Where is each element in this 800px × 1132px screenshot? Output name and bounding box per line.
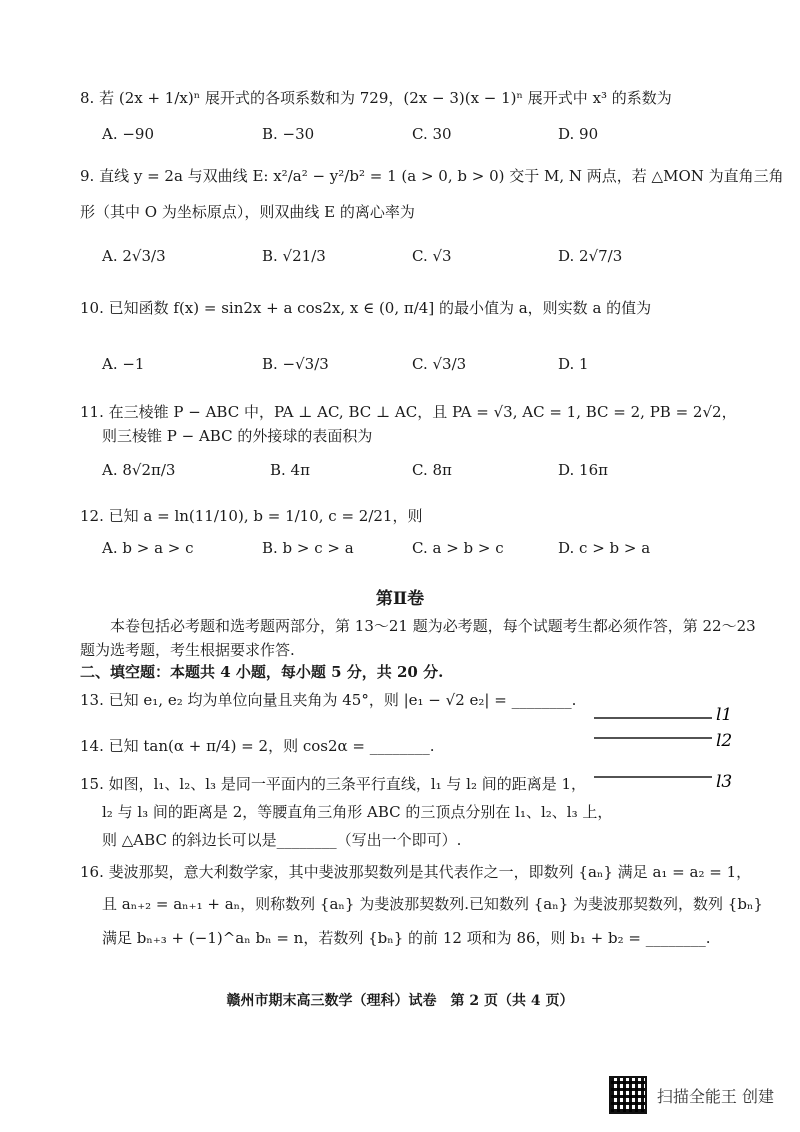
q10-stem: 10. 已知函数 f(x) = sin2x + a cos2x, x ∈ (0, π/4] 的最小值为 a，则实数 a 的值为: [80, 299, 652, 317]
q10-option-b: B. −√3/3: [262, 355, 329, 373]
q12-option-c: C. a > b > c: [412, 539, 504, 557]
q10-option-a: A. −1: [102, 355, 145, 373]
q9-option-b: B. √21/3: [262, 247, 326, 265]
q8-option-b: B. −30: [262, 125, 315, 143]
q11-stem-line2: 则三棱锥 P − ABC 的外接球的表面积为: [102, 427, 373, 445]
qr-code-icon: [609, 1076, 647, 1114]
watermark-text: 扫描全能王 创建: [656, 1086, 774, 1106]
q15-stem-line3: 则 △ABC 的斜边长可以是________（写出一个即可）.: [102, 831, 462, 849]
q9-stem-line2: 形（其中 O 为坐标原点），则双曲线 E 的离心率为: [80, 203, 415, 221]
q15-stem-line1: 15. 如图，l₁、l₂、l₃ 是同一平面内的三条平行直线，l₁ 与 l₂ 间的距离是 1，: [80, 775, 587, 793]
q14-stem: 14. 已知 tan(α + π/4) = 2，则 cos2α = ________.: [80, 737, 435, 755]
section-intro-line1: 本卷包括必考题和选考题两部分，第 13～21 题为必考题，每个试题考生都必须作答，第 22～23: [110, 617, 756, 635]
q16-stem-line3: 满足 bₙ₊₃ + (−1)^aₙ bₙ = n，若数列 {bₙ} 的前 12 项和为 86，则 b₁ + b₂ = ________.: [102, 929, 711, 947]
q9-option-c: C. √3: [412, 247, 452, 265]
label-l3: l3: [716, 772, 733, 792]
q12-option-d: D. c > b > a: [558, 539, 651, 557]
q15-stem-line2: l₂ 与 l₃ 间的距离是 2，等腰直角三角形 ABC 的三顶点分别在 l₁、l₂、l₃ 上，: [102, 803, 613, 821]
label-l1: l1: [716, 705, 733, 725]
q16-stem-line1: 16. 斐波那契，意大利数学家，其中斐波那契数列是其代表作之一，即数列 {aₙ} 满足 a₁ = a₂ = 1，: [80, 863, 752, 881]
q8-stem: 8. 若 (2x + 1/x)ⁿ 展开式的各项系数和为 729，(2x − 3)(x − 1)ⁿ 展开式中 x³ 的系数为: [80, 89, 672, 107]
section-title: 第Ⅱ卷: [375, 589, 425, 609]
q10-option-c: C. √3/3: [412, 355, 467, 373]
q8-option-a: A. −90: [102, 125, 155, 143]
section-intro-line2: 题为选考题，考生根据要求作答.: [80, 641, 295, 659]
q12-option-b: B. b > c > a: [262, 539, 354, 557]
q9-option-d: D. 2√7/3: [558, 247, 623, 265]
q11-option-a: A. 8√2π/3: [102, 461, 176, 479]
fill-blank-heading: 二、填空题：本题共 4 小题，每小题 5 分，共 20 分.: [80, 663, 444, 681]
q11-option-d: D. 16π: [558, 461, 608, 479]
label-l2: l2: [716, 731, 733, 751]
q16-stem-line2: 且 aₙ₊₂ = aₙ₊₁ + aₙ，则称数列 {aₙ} 为斐波那契数列.已知数列 {aₙ} 为斐波那契数列，数列 {bₙ}: [102, 895, 763, 913]
q12-stem: 12. 已知 a = ln(11/10), b = 1/10, c = 2/21，则: [80, 507, 423, 525]
q10-option-d: D. 1: [558, 355, 589, 373]
q9-option-a: A. 2√3/3: [102, 247, 166, 265]
q11-option-b: B. 4π: [270, 461, 310, 479]
scanner-watermark: [609, 1076, 774, 1114]
q11-option-c: C. 8π: [412, 461, 452, 479]
q11-stem-line1: 11. 在三棱锥 P − ABC 中，PA ⊥ AC, BC ⊥ AC，且 PA = √3, AC = 1, BC = 2, PB = 2√2，: [80, 403, 737, 421]
page-footer: 赣州市期末高三数学（理科）试卷 第 2 页（共 4 页）: [226, 993, 574, 1009]
q12-option-a: A. b > a > c: [102, 539, 194, 557]
q9-stem-line1: 9. 直线 y = 2a 与双曲线 E: x²/a² − y²/b² = 1 (a > 0, b > 0) 交于 M, N 两点，若 △MON 为直角三角: [80, 167, 784, 185]
q13-stem: 13. 已知 e₁, e₂ 均为单位向量且夹角为 45°，则 |e₁ − √2 e₂| = ________.: [80, 691, 577, 709]
q8-option-c: C. 30: [412, 125, 452, 143]
parallel-lines-figure: [590, 700, 740, 795]
q8-option-d: D. 90: [558, 125, 599, 143]
